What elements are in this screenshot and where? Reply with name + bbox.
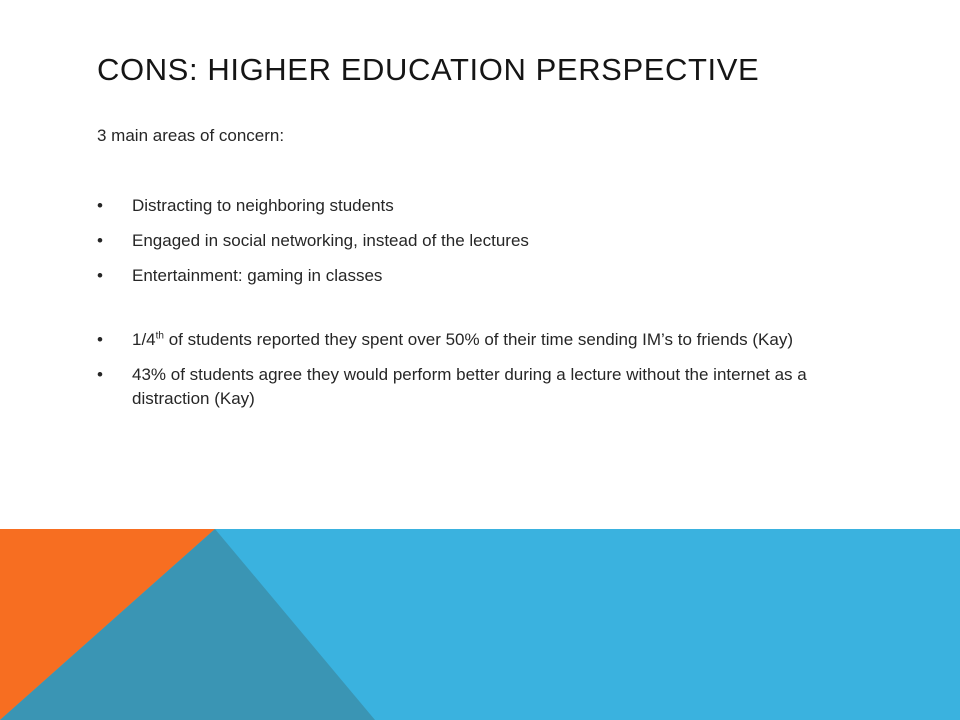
list-item-text: Distracting to neighboring students	[132, 196, 394, 215]
list-item	[97, 194, 857, 218]
statistics-list	[97, 328, 857, 411]
stat-superscript: th	[155, 330, 164, 342]
bullet-icon: •	[97, 266, 103, 285]
stat-fraction: 1/4	[132, 330, 156, 349]
list-item-text	[132, 330, 793, 349]
slide-title: CONS: HIGHER EDUCATION PERSPECTIVE	[97, 52, 760, 87]
list-item-text: Engaged in social networking, instead of the lectures	[132, 231, 529, 250]
stat-text: of students reported they spent over 50% of their time sending IM’s to friends (Kay)	[163, 330, 793, 349]
bullet-icon: •	[97, 365, 103, 384]
list-item-text: Entertainment: gaming in classes	[132, 266, 383, 285]
list-item	[97, 363, 857, 411]
list-item	[97, 229, 857, 253]
slide-body	[97, 124, 857, 422]
concerns-list	[97, 194, 857, 288]
bullet-icon: •	[97, 196, 103, 215]
bullet-icon: •	[97, 231, 103, 250]
list-item	[97, 328, 857, 352]
list-item	[97, 264, 857, 288]
intro-text: 3 main areas of concern:	[97, 126, 285, 145]
decorative-footer	[0, 529, 960, 720]
list-item-text: 43% of students agree they would perform better during a lecture without the internet as a distraction (Kay)	[132, 365, 807, 408]
bullet-icon: •	[97, 330, 103, 349]
